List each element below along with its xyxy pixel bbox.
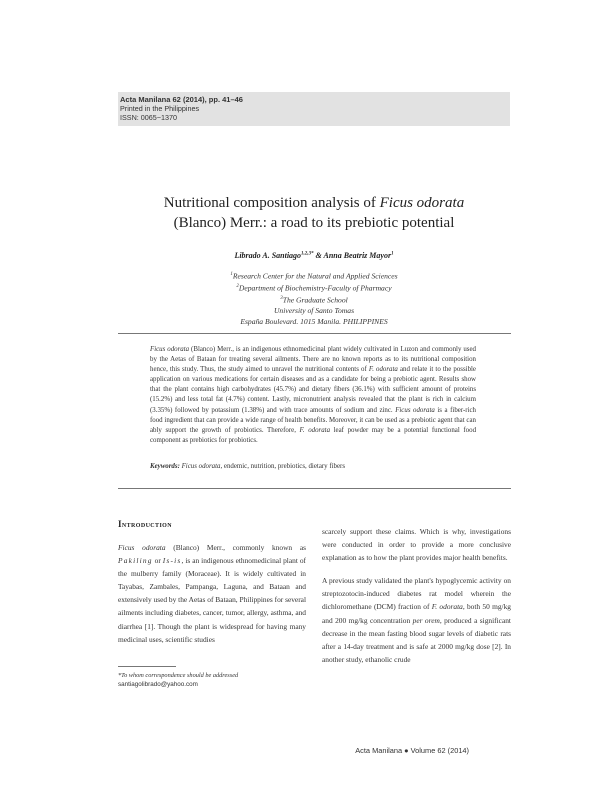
author-2-affiliation: 1 [391,251,394,257]
affiliation-line [118,270,510,282]
affiliation-number: 1 [230,272,233,277]
page-footer: Acta Manilana ● Volume 62 (2014) [355,746,469,755]
affiliation-text: Research Center for the Natural and Applied Sciences [232,271,398,281]
intro-text: or [152,556,163,566]
keywords [150,462,476,472]
intro-species: Ficus odorata [118,543,166,552]
affiliation-line [118,282,510,294]
abstract [150,345,476,446]
footnote [118,671,306,689]
intro-text: , both 50 mg/kg and 200 mg/kg concentration [322,602,511,625]
keywords-label: Keywords: [150,463,180,470]
keywords-species: Ficus odorata [181,463,221,470]
abstract-species-3: Ficus odorata [395,406,435,414]
abstract-text-2: and relate it to the possible application on various medications for certain diseases and as a candidate for being a prebiotic agent. Results show that the plant contains high carbohydrates (45.7%) and dietary fibers (36.1%) with sufficient amount of proteins (15.2%) and less total fat (4.7%) content. Lastly, micronutrient analysis revealed that the plant is rich in calcium (3.35%) followed by potassium (1.38%) and with trace amounts of sodium and zinc. [150,366,476,414]
intro-text: A previous study validated the plant's hypoglycemic activity on streptozotocin-induced diabetes rat model wherein the dichloromethane (DCM) fraction of [322,576,511,612]
intro-text: , is an indigenous ethnomedicinal plant of the mulberry family (Moraceae). It is widely cultivated in Tayabas, Zambales, Pampanga, Laguna, and Bataan and extensively used by the Aetas of Bataan, Philippines for several ailments including diabetes, cancer, tumor, allergy, asthma, and diarrhea [1]. Though the plant is widespread for having many medicinal uses, scientific studies [118,556,307,644]
affiliation-number: 2 [236,284,239,290]
body-column-right [322,525,511,666]
title-species: Ficus odorata [379,195,465,211]
affiliation-line [118,306,510,317]
intro-species-abbrev: F. odorata [431,602,463,612]
journal-citation: Acta Manilana 62 (2014), pp. 41–46 [120,95,243,104]
abstract-species: Ficus odorata [150,346,190,353]
article-title [118,193,510,233]
author-separator: & [313,251,324,260]
affiliation-text: España Boulevard. 1015 Manila. PHILIPPINES [240,316,388,326]
body-column-left [118,541,306,646]
author-2: Anna Beatriz Mayor [323,251,392,260]
footnote-rule [118,666,176,667]
abstract-text-1: (Blanco) Merr., is an indigenous ethnomedicinal plant widely cultivated in Luzon and commonly used by the Aetas of Bataan for treating several ailments. There are no known reports as to its nutritional composition hence, this study. Thus, the study aimed to unravel the nutritional contents of [150,346,476,374]
affiliations [118,270,510,328]
divider-top [118,333,511,334]
affiliation-text: The Graduate School [282,295,348,305]
title-line2: (Blanco) Merr.: a road to its prebiotic potential [173,215,455,231]
intro-paragraph-1-continued: scarcely support these claims. Which is why, investigations were conducted in order to provide a more conclusive explanation as to how the plant provides major health benefits. [322,527,511,563]
local-name-1: Pakiling [118,556,153,566]
intro-text: , produced a significant decrease in the mean fasting blood sugar levels of diabetic rats after a 14-day treatment and is safe at 2000 mg/kg dose [2]. In another study, ethanolic crude [322,615,511,664]
abstract-text-4: leaf powder may be a potential functional food component as prebiotics for probiotics. [150,426,477,444]
abstract-species-2: F. odorata [368,366,398,374]
correspondence-email: santiagolibrado@yahoo.com [118,681,198,688]
local-name-2: Is-is [162,556,182,566]
affiliation-line [118,294,510,306]
per-orem: per orem [412,615,440,625]
intro-paragraph-2 [322,574,511,666]
section-heading-introduction: Introduction [118,519,172,529]
affiliation-number: 3 [280,296,283,302]
abstract-species-4: F. odorata [299,426,331,434]
intro-text: (Blanco) Merr., commonly known as [165,543,306,552]
printed-location: Printed in the Philippines [120,104,200,113]
issn: ISSN: 0065−1370 [120,113,177,122]
abstract-text-3: is a fiber-rich food ingredient that can provide a wide range of health benefits. Moreover, it can be used as a prebiotic agent that can ably support the growth of probiotics. Therefore, [150,406,476,434]
title-part1: Nutritional composition analysis of [163,195,380,211]
keywords-list: , endemic, nutrition, prebiotics, dietary fibers [220,463,346,470]
author-1: Librado A. Santiago [234,251,302,260]
affiliation-text: Department of Biochemistry-Faculty of Pharmacy [238,283,392,293]
intro-paragraph-1 [118,541,306,646]
author-list [118,251,510,260]
affiliation-line [118,317,510,328]
divider-bottom [118,488,511,489]
journal-header-box [118,92,510,126]
author-1-affiliation: 1,2,3* [301,251,314,257]
affiliation-text: University of Santo Tomas [273,306,355,316]
correspondence-note: *To whom correspondence should be addressed [118,672,239,679]
